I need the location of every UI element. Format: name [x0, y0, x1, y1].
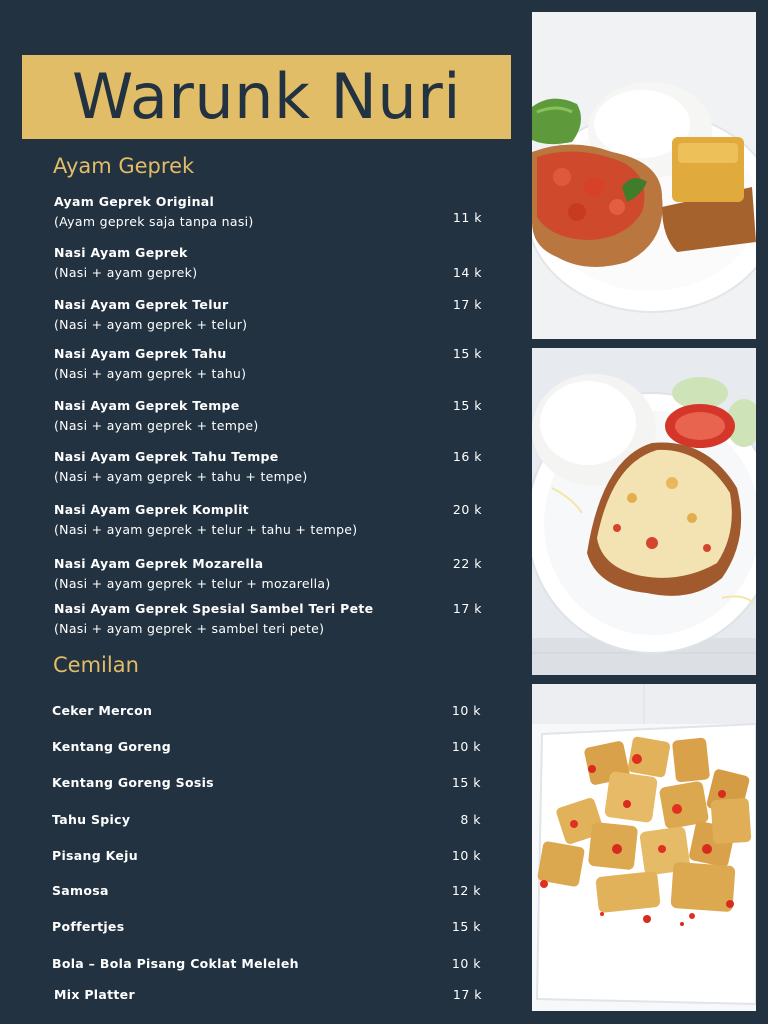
section-title-ayam-geprek: Ayam Geprek	[53, 154, 195, 178]
menu-item-name: Nasi Ayam Geprek Telur	[54, 297, 229, 312]
menu-item	[54, 601, 482, 645]
food-photo-ayam-geprek-mozarella	[532, 348, 756, 675]
snack-item-name: Poffertjes	[52, 919, 125, 934]
snack-item-name: Ceker Mercon	[52, 703, 153, 718]
menu-item-desc: (Nasi + ayam geprek + telur + tahu + tempe)	[54, 522, 358, 537]
menu-item-desc: (Nasi + ayam geprek + tempe)	[54, 418, 259, 433]
tahu-spicy-plate-image	[532, 684, 756, 1011]
snack-item-name: Pisang Keju	[52, 848, 138, 863]
menu-item	[54, 346, 482, 390]
menu-item-price: 17 k	[452, 297, 482, 312]
snack-item	[52, 775, 481, 795]
snack-item-price: 15 k	[451, 775, 481, 790]
ayam-geprek-sambal-plate-image	[532, 12, 756, 339]
title-banner	[22, 55, 511, 139]
menu-item-name: Nasi Ayam Geprek Tahu Tempe	[54, 449, 279, 464]
snack-item-price: 15 k	[451, 919, 481, 934]
snack-item-name: Kentang Goreng	[52, 739, 171, 754]
menu-item-price: 11 k	[452, 210, 482, 225]
menu-item-price: 22 k	[452, 556, 482, 571]
ayam-geprek-mozarella-plate-image	[532, 348, 756, 675]
snack-item-price: 17 k	[452, 987, 482, 1002]
menu-item-desc: (Nasi + ayam geprek)	[54, 265, 198, 280]
snack-item	[52, 848, 481, 868]
menu-item	[54, 556, 482, 600]
menu-item-name: Ayam Geprek Original	[54, 194, 215, 209]
snack-item-price: 10 k	[451, 703, 481, 718]
snack-item	[54, 987, 482, 1007]
snack-item-price: 10 k	[451, 956, 481, 971]
menu-item	[54, 297, 482, 341]
menu-item-name: Nasi Ayam Geprek Mozarella	[54, 556, 264, 571]
snack-item	[52, 739, 481, 759]
snack-item-price: 12 k	[451, 883, 481, 898]
menu-item-desc: (Nasi + ayam geprek + tahu + tempe)	[54, 469, 308, 484]
menu-item	[54, 449, 482, 493]
menu-item	[54, 194, 482, 238]
snack-item-price: 10 k	[451, 739, 481, 754]
menu-item-price: 15 k	[452, 346, 482, 361]
snack-item-price: 10 k	[451, 848, 481, 863]
snack-item-price: 8 k	[460, 812, 481, 827]
menu-item-price: 16 k	[452, 449, 482, 464]
snack-item-name: Bola – Bola Pisang Coklat Meleleh	[52, 956, 299, 971]
menu-item-name: Nasi Ayam Geprek Komplit	[54, 502, 249, 517]
food-photo-tahu-spicy	[532, 684, 756, 1011]
snack-item-name: Tahu Spicy	[52, 812, 131, 827]
menu-item-name: Nasi Ayam Geprek	[54, 245, 188, 260]
food-photo-ayam-geprek-sambal	[532, 12, 756, 339]
menu-item-price: 15 k	[452, 398, 482, 413]
menu-item-price: 14 k	[452, 265, 482, 280]
menu-item	[54, 245, 482, 289]
snack-item-name: Mix Platter	[54, 987, 135, 1002]
menu-item-name: Nasi Ayam Geprek Tempe	[54, 398, 240, 413]
snack-item-name: Samosa	[52, 883, 109, 898]
snack-item	[52, 883, 481, 903]
snack-item	[52, 812, 481, 832]
snack-item	[52, 919, 481, 939]
menu-item-desc: (Ayam geprek saja tanpa nasi)	[54, 214, 254, 229]
menu-item-desc: (Nasi + ayam geprek + telur + mozarella)	[54, 576, 331, 591]
restaurant-name: Warunk Nuri	[72, 60, 461, 133]
menu-item	[54, 502, 482, 546]
menu-item-desc: (Nasi + ayam geprek + telur)	[54, 317, 248, 332]
snack-item	[52, 703, 481, 723]
menu-item-name: Nasi Ayam Geprek Tahu	[54, 346, 227, 361]
menu-item-price: 17 k	[452, 601, 482, 616]
section-title-cemilan: Cemilan	[53, 653, 139, 677]
snack-item	[52, 956, 481, 976]
menu-item-price: 20 k	[452, 502, 482, 517]
snack-item-name: Kentang Goreng Sosis	[52, 775, 214, 790]
menu-item-desc: (Nasi + ayam geprek + tahu)	[54, 366, 247, 381]
menu-item	[54, 398, 482, 442]
menu-item-name: Nasi Ayam Geprek Spesial Sambel Teri Pete	[54, 601, 374, 616]
menu-item-desc: (Nasi + ayam geprek + sambel teri pete)	[54, 621, 325, 636]
